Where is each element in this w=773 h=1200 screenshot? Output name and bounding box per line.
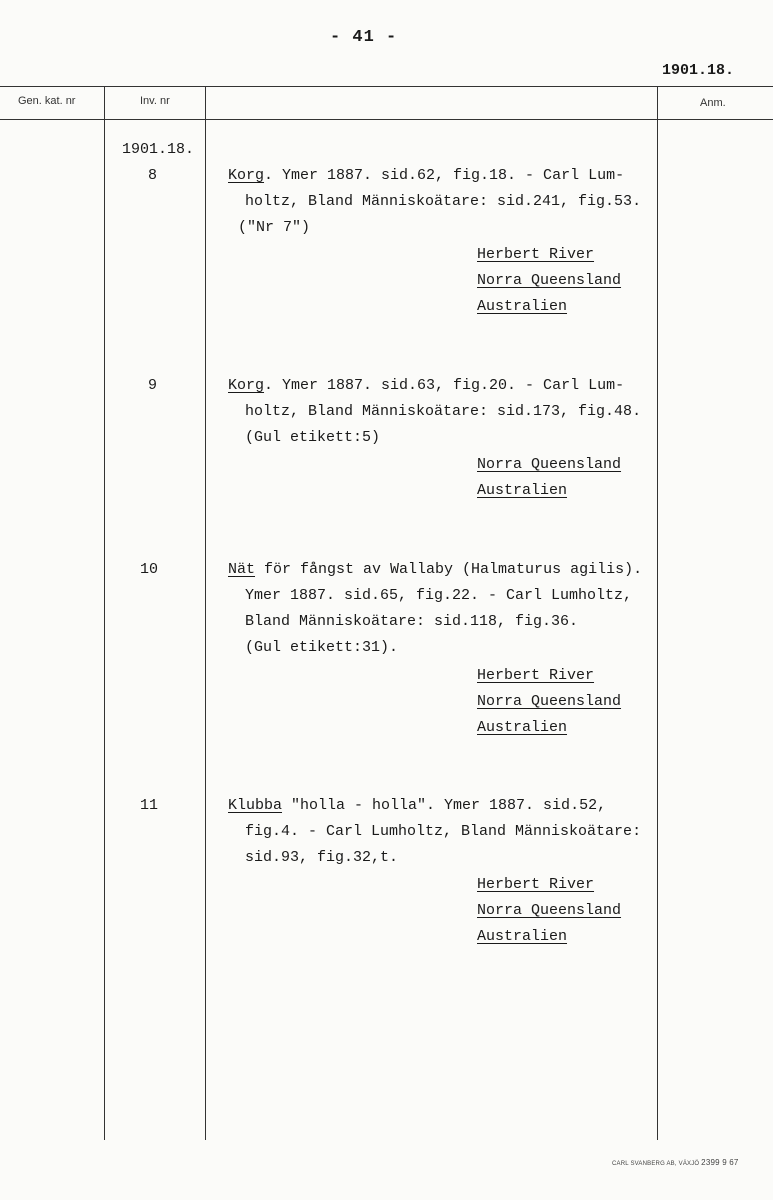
location-line: Herbert River	[477, 876, 595, 893]
column-divider-1	[104, 86, 105, 1140]
column-divider-3	[657, 86, 658, 1140]
inventory-number: 8	[148, 167, 158, 184]
entry-line: holtz, Bland Människoätare: sid.173, fig.48.	[245, 403, 642, 420]
location-line: Norra Queensland	[477, 693, 622, 710]
entry-text: . Ymer 1887. sid.62, fig.18. - Carl Lum-	[264, 167, 625, 184]
column-divider-2	[205, 86, 206, 1140]
location-line: Norra Queensland	[477, 456, 622, 473]
location-line: Australien	[477, 928, 568, 945]
entry-text: för fångst av Wallaby (Halmaturus agilis).	[255, 561, 643, 578]
location-line: Australien	[477, 298, 568, 315]
entry-line: fig.4. - Carl Lumholtz, Bland Människoätare:	[245, 823, 642, 840]
printer-mark	[612, 1158, 739, 1167]
entry-line: (Gul etikett:31).	[245, 639, 399, 656]
inventory-prefix: 1901.18.	[122, 141, 195, 158]
column-header-anm: Anm.	[700, 97, 726, 109]
inventory-number: 11	[140, 797, 159, 814]
location-line: Australien	[477, 482, 568, 499]
entry-line: Bland Människoätare: sid.118, fig.36.	[245, 613, 579, 630]
column-header-gen-kat-nr: Gen. kat. nr	[18, 95, 76, 107]
inventory-number: 9	[148, 377, 158, 394]
page-reference: 1901.18.	[662, 62, 735, 79]
location-line: Norra Queensland	[477, 272, 622, 289]
location-line: Norra Queensland	[477, 902, 622, 919]
page-number: - 41 -	[330, 28, 398, 47]
entry-text: "holla - holla". Ymer 1887. sid.52,	[282, 797, 607, 814]
entry-title: Klubba	[228, 797, 283, 814]
entry-line: Ymer 1887. sid.65, fig.22. - Carl Lumholtz,	[245, 587, 633, 604]
entry-line: ("Nr 7")	[238, 219, 311, 236]
entry-title: Korg	[228, 377, 265, 394]
entry-first-line	[228, 377, 624, 394]
location-line: Australien	[477, 719, 568, 736]
location-line: Herbert River	[477, 667, 595, 684]
entry-title: Nät	[228, 561, 256, 578]
location-line: Herbert River	[477, 246, 595, 263]
printer-name: CARL SVANBERG AB, VÄXJÖ	[612, 1161, 700, 1167]
inventory-number: 10	[140, 561, 159, 578]
entry-line: (Gul etikett:5)	[245, 429, 381, 446]
entry-line: holtz, Bland Människoätare: sid.241, fig.53.	[245, 193, 642, 210]
entry-title: Korg	[228, 167, 265, 184]
entry-first-line	[228, 561, 642, 578]
entry-first-line	[228, 167, 624, 184]
column-header-inv-nr: Inv. nr	[140, 95, 170, 107]
entry-text: . Ymer 1887. sid.63, fig.20. - Carl Lum-	[264, 377, 625, 394]
entry-first-line	[228, 797, 606, 814]
entry-line: sid.93, fig.32,t.	[245, 849, 399, 866]
printer-code: 2399 9 67	[701, 1158, 739, 1167]
